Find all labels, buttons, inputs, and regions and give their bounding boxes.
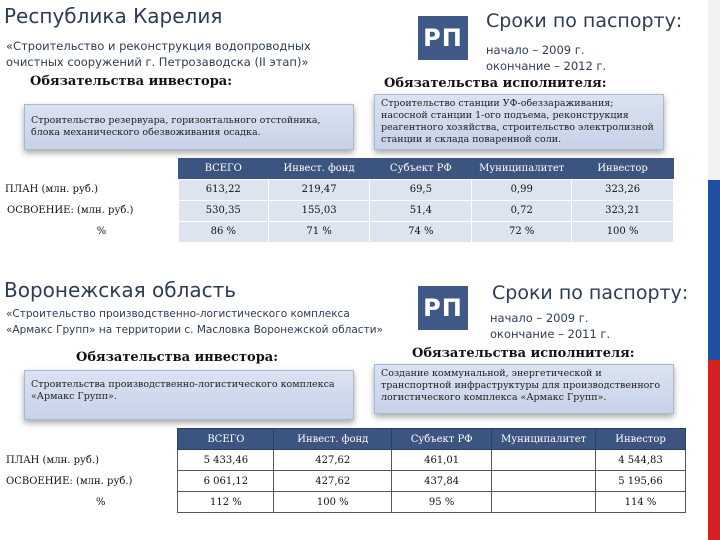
header-municipality: Муниципалитет [472, 158, 572, 179]
rp-badge: РП [418, 16, 468, 60]
cell: 95 % [392, 492, 492, 513]
deadline-end: окончание – 2011 г. [490, 327, 611, 341]
project-subtitle-line1: «Строительство производственно-логистического комплекса [6, 308, 350, 320]
executor-obligations-text: Строительство станции УФ-обеззараживания; насосной станции 1-ого подъема, реконструкция реагентного хозяйства, строительство электролизной станции и склада поваренной соли. [381, 98, 654, 145]
table-header-row [24, 429, 686, 450]
investor-obligations-heading: Обязательства инвестора: [76, 350, 279, 365]
cell: 219,47 [268, 179, 370, 200]
investor-obligations-text: Строительство резервуара, горизонтального отстойника, блока механического обезвоживания осадка. [31, 115, 321, 138]
cell [492, 492, 596, 513]
cell: 427,62 [274, 450, 392, 471]
project-subtitle-voronezh [6, 306, 416, 338]
header-subject: Субъект РФ [392, 429, 492, 450]
project-subtitle-line2: очистных сооружений г. Петрозаводска (II этап)» [6, 55, 309, 69]
executor-obligations-box [374, 94, 664, 150]
table-row-progress [25, 200, 674, 221]
header-blank [25, 158, 179, 179]
cell: 86 % [178, 221, 268, 242]
row-label: % [25, 221, 179, 242]
executor-obligations-heading: Обязательства исполнителя: [384, 76, 607, 91]
header-investor: Инвестор [596, 429, 686, 450]
cell: 427,62 [274, 471, 392, 492]
cell: 0,99 [472, 179, 572, 200]
cell: 71 % [268, 221, 370, 242]
executor-obligations-text: Создание коммунальной, энергетической и транспортной инфраструктуры для производственного логистического комплекса «Армакс Групп». [381, 368, 661, 403]
cell: 4 544,83 [596, 450, 686, 471]
cell: 323,21 [572, 200, 674, 221]
row-label: ОСВОЕНИЕ: (млн. руб.) [5, 200, 159, 221]
cell: 461,01 [392, 450, 492, 471]
investor-obligations-text: Строительства производственно-логистического комплекса «Армакс Групп». [31, 379, 335, 402]
header-invest-fund: Инвест. фонд [274, 429, 392, 450]
deadline-title: Сроки по паспорту: [492, 282, 689, 304]
cell: 613,22 [178, 179, 268, 200]
cell: 0,72 [472, 200, 572, 221]
cell: 74 % [370, 221, 472, 242]
cell: 323,26 [572, 179, 674, 200]
cell: 5 433,46 [178, 450, 274, 471]
row-label: % [24, 492, 178, 513]
header-blank [24, 429, 178, 450]
row-label: ПЛАН (млн. руб.) [4, 450, 158, 471]
rp-badge: РП [418, 286, 468, 330]
cell: 51,4 [370, 200, 472, 221]
investor-obligations-box [24, 370, 354, 420]
cell: 155,03 [268, 200, 370, 221]
cell [492, 471, 596, 492]
cell: 530,35 [178, 200, 268, 221]
table-row-percent [24, 492, 686, 513]
region-title-voronezh: Воронежская область [4, 278, 237, 302]
deadline-end: окончание – 2012 г. [486, 59, 607, 73]
table-row-percent [25, 221, 674, 242]
investor-obligations-heading: Обязательства инвестора: [30, 74, 233, 89]
cell: 69,5 [370, 179, 472, 200]
header-municipality: Муниципалитет [492, 429, 596, 450]
table-row-plan [25, 179, 674, 200]
flag-stripe-blue [708, 180, 720, 360]
cell [492, 450, 596, 471]
header-invest-fund: Инвест. фонд [268, 158, 370, 179]
investment-table-karelia [5, 158, 674, 243]
header-subject: Субъект РФ [370, 158, 472, 179]
deadline-start: начало – 2009 г. [490, 311, 589, 325]
header-total: ВСЕГО [178, 158, 268, 179]
cell: 6 061,12 [178, 471, 274, 492]
cell: 437,84 [392, 471, 492, 492]
row-label: ПЛАН (млн. руб.) [5, 179, 159, 200]
investment-table-voronezh [6, 428, 686, 513]
flag-stripe-white [708, 0, 720, 180]
row-label: ОСВОЕНИЕ: (млн. руб.) [4, 471, 158, 492]
executor-obligations-heading: Обязательства исполнителя: [412, 346, 635, 361]
cell: 100 % [274, 492, 392, 513]
table-row-progress [24, 471, 686, 492]
header-total: ВСЕГО [178, 429, 274, 450]
deadline-title: Сроки по паспорту: [486, 10, 683, 32]
header-investor: Инвестор [572, 158, 674, 179]
project-subtitle-karelia [6, 38, 406, 70]
region-title-karelia: Республика Карелия [4, 4, 223, 28]
cell: 5 195,66 [596, 471, 686, 492]
table-header-row [25, 158, 674, 179]
investor-obligations-box [24, 104, 354, 150]
cell: 112 % [178, 492, 274, 513]
cell: 72 % [472, 221, 572, 242]
deadline-start: начало – 2009 г. [486, 43, 585, 57]
flag-stripe-red [708, 360, 720, 540]
executor-obligations-box [374, 364, 674, 414]
project-subtitle-line1: «Строительство и реконструкция водопроводных [6, 39, 311, 53]
table-row-plan [24, 450, 686, 471]
cell: 114 % [596, 492, 686, 513]
cell: 100 % [572, 221, 674, 242]
project-subtitle-line2: «Армакс Групп» на территории с. Масловка Воронежской области» [6, 324, 383, 336]
